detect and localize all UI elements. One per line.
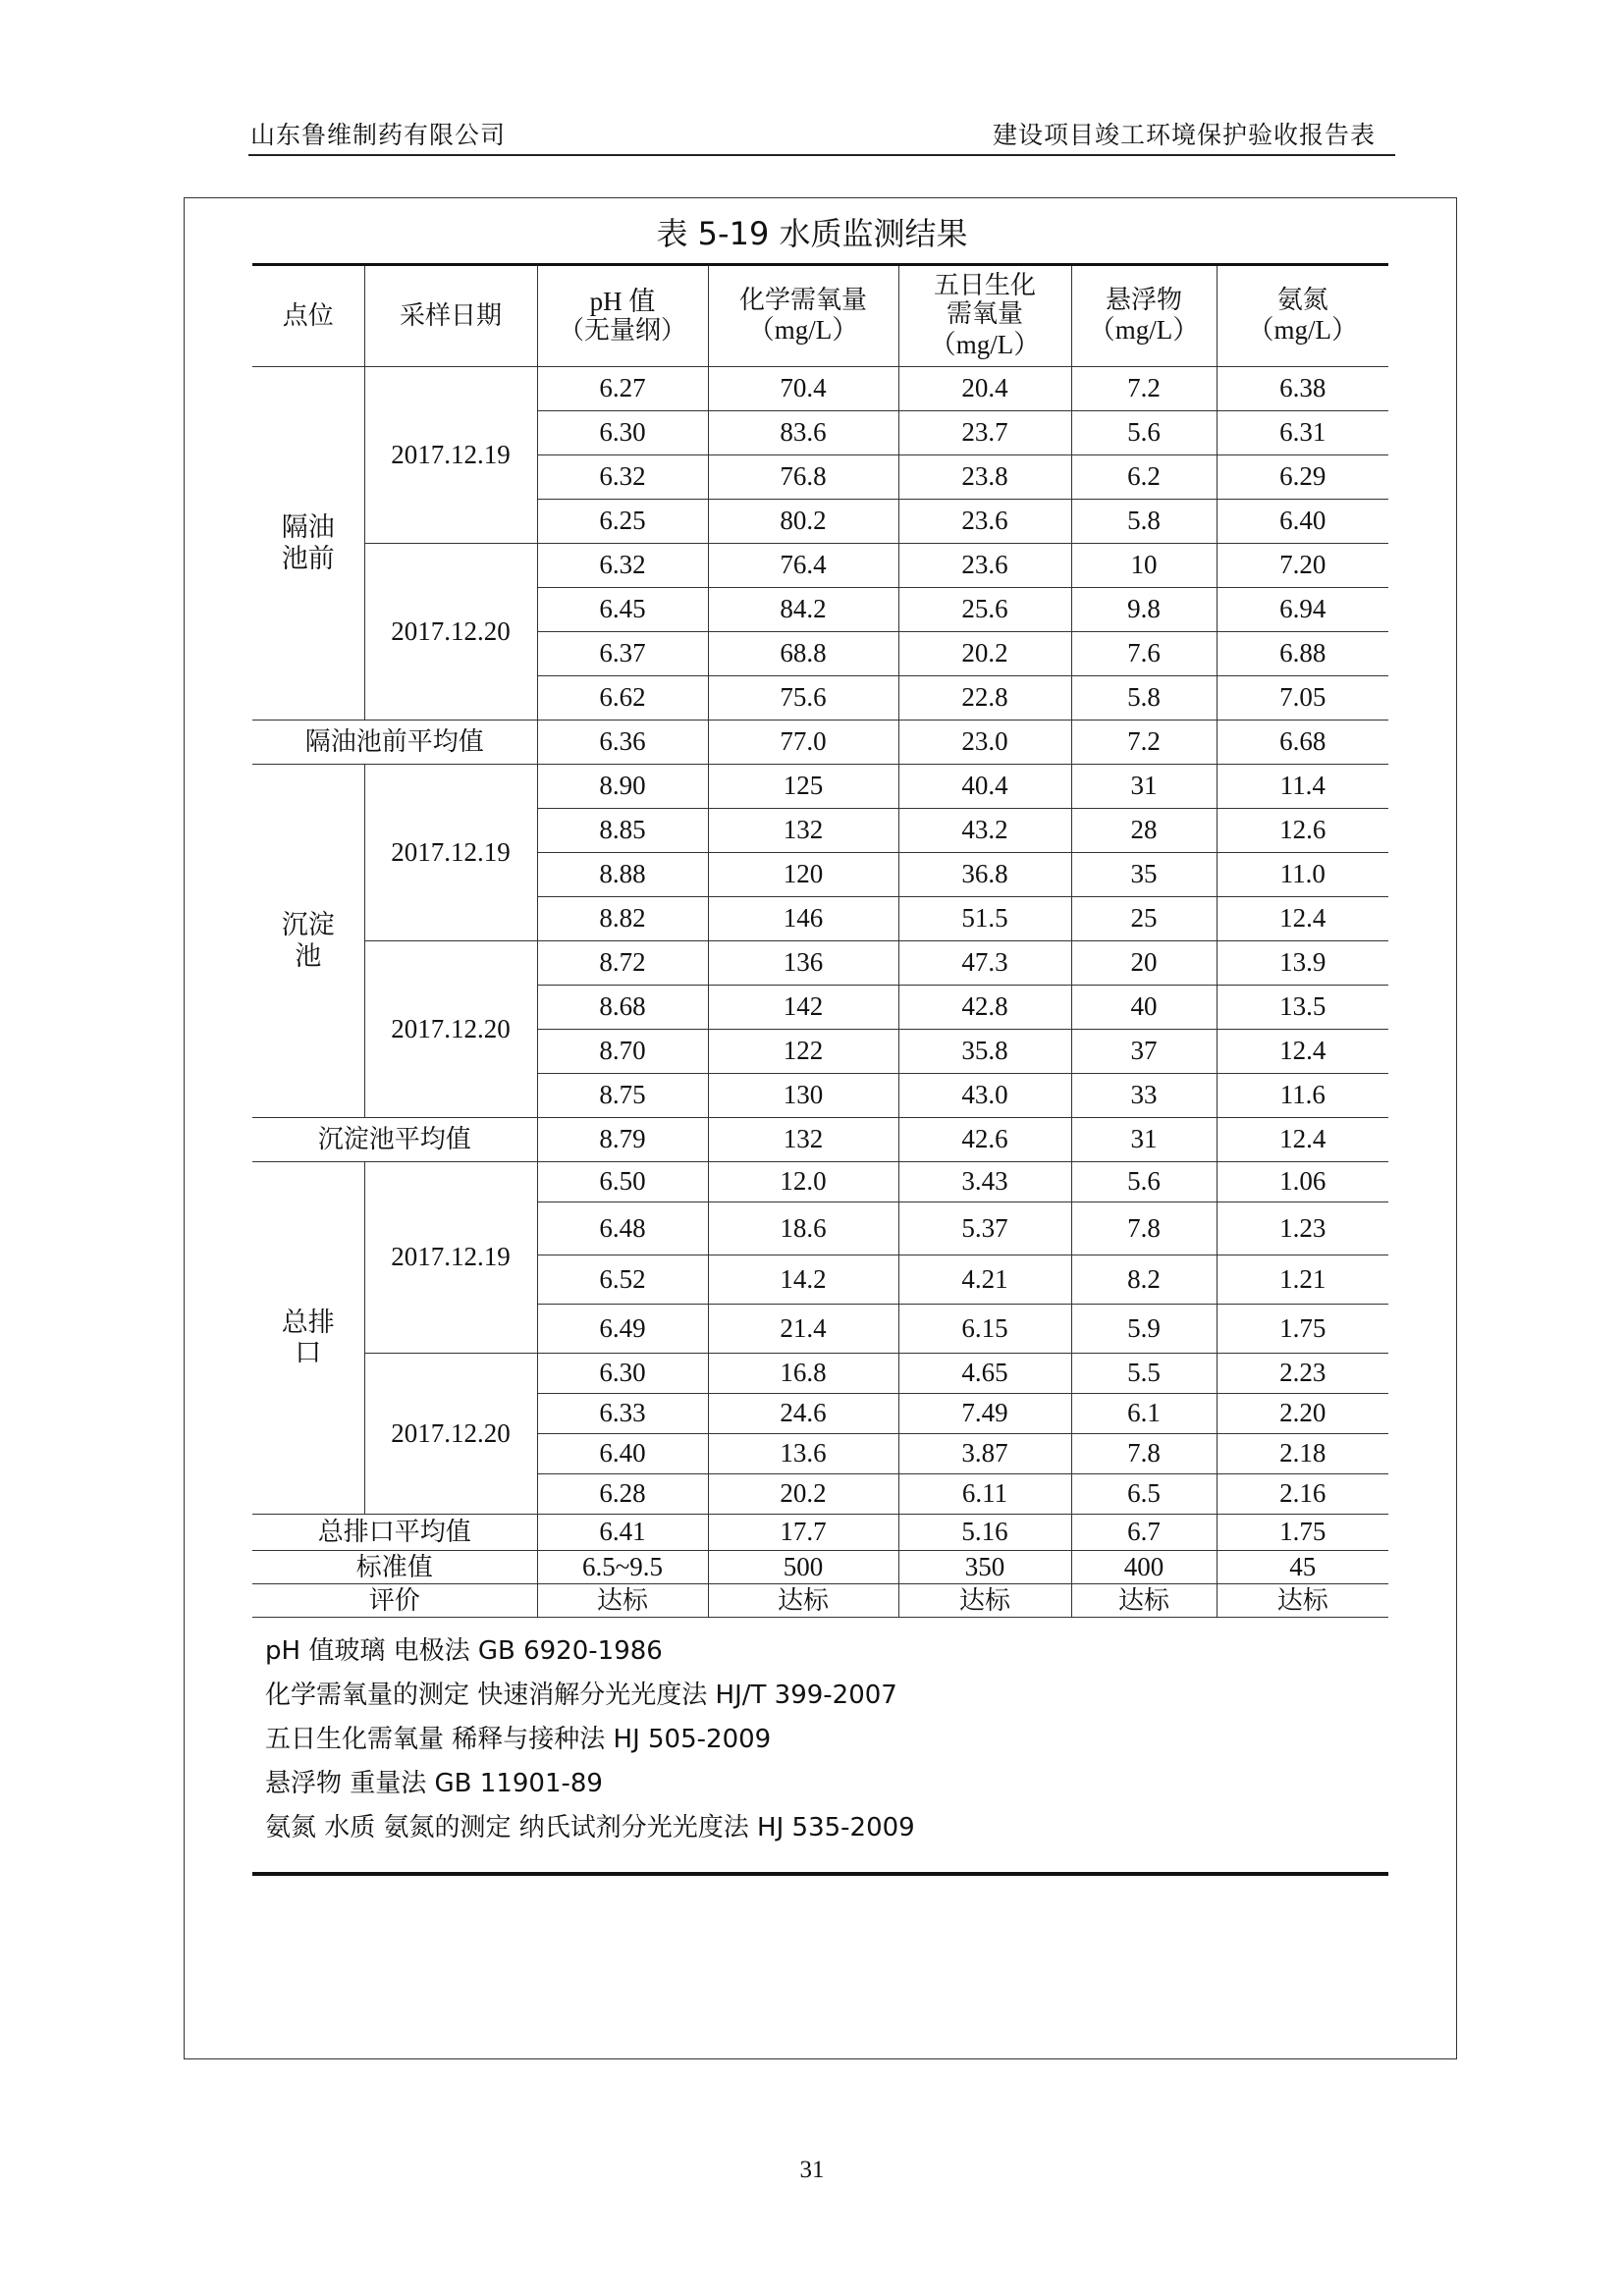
bod-cell: 5.37 [898, 1202, 1071, 1255]
cod-cell: 146 [708, 897, 898, 941]
ss-cell: 35 [1071, 853, 1217, 897]
cod-cell: 76.8 [708, 455, 898, 500]
ss-cell: 5.8 [1071, 500, 1217, 544]
average-label: 沉淀池平均值 [252, 1118, 537, 1162]
ss-cell: 31 [1071, 765, 1217, 809]
ph-cell: 8.68 [537, 986, 708, 1030]
col-header-ph: pH 值 （无量纲） [537, 265, 708, 367]
cod-cell: 136 [708, 941, 898, 986]
nh3-cell: 12.6 [1217, 809, 1388, 853]
nh3-cell: 12.4 [1217, 897, 1388, 941]
cod-cell: 20.2 [708, 1474, 898, 1515]
bod-cell: 350 [898, 1551, 1071, 1584]
bod-cell: 43.0 [898, 1074, 1071, 1118]
cod-cell: 77.0 [708, 721, 898, 765]
ss-cell: 25 [1071, 897, 1217, 941]
ph-cell: 6.49 [537, 1305, 708, 1354]
nh3-cell: 1.21 [1217, 1255, 1388, 1305]
ss-cell: 20 [1071, 941, 1217, 986]
cod-cell: 122 [708, 1030, 898, 1074]
nh3-cell: 13.9 [1217, 941, 1388, 986]
ph-cell: 6.28 [537, 1474, 708, 1515]
cod-cell: 125 [708, 765, 898, 809]
ss-cell: 7.8 [1071, 1202, 1217, 1255]
bod-cell: 23.6 [898, 500, 1071, 544]
nh3-cell: 1.23 [1217, 1202, 1388, 1255]
ph-cell: 6.50 [537, 1162, 708, 1202]
cod-cell: 120 [708, 853, 898, 897]
date-cell: 2017.12.19 [364, 765, 537, 941]
table-header-row [252, 265, 1388, 367]
ss-cell: 28 [1071, 809, 1217, 853]
ph-cell: 6.45 [537, 588, 708, 632]
date-cell: 2017.12.19 [364, 367, 537, 544]
date-cell: 2017.12.19 [364, 1162, 537, 1354]
col-header-ss: 悬浮物 （mg/L） [1071, 265, 1217, 367]
standard-row [252, 1551, 1388, 1584]
ph-cell: 8.72 [537, 941, 708, 986]
header-company: 山东鲁维制药有限公司 [250, 121, 507, 149]
ss-cell: 33 [1071, 1074, 1217, 1118]
cod-cell: 17.7 [708, 1515, 898, 1551]
bod-cell: 3.87 [898, 1434, 1071, 1474]
bod-cell: 42.8 [898, 986, 1071, 1030]
note-cod: 化学需氧量的测定 快速消解分光光度法 HJ/T 399-2007 [265, 1681, 897, 1710]
nh3-cell: 6.38 [1217, 367, 1388, 411]
cod-cell: 70.4 [708, 367, 898, 411]
cod-cell: 500 [708, 1551, 898, 1584]
bod-cell: 22.8 [898, 676, 1071, 721]
ss-cell: 10 [1071, 544, 1217, 588]
point-cell: 沉淀 池 [252, 765, 364, 1118]
nh3-cell: 11.4 [1217, 765, 1388, 809]
col-header-point: 点位 [252, 265, 364, 367]
ph-cell: 8.75 [537, 1074, 708, 1118]
bod-cell: 51.5 [898, 897, 1071, 941]
table-row [252, 544, 1388, 588]
bod-cell: 47.3 [898, 941, 1071, 986]
nh3-cell: 13.5 [1217, 986, 1388, 1030]
average-row [252, 1515, 1388, 1551]
average-label: 总排口平均值 [252, 1515, 537, 1551]
bod-cell: 4.21 [898, 1255, 1071, 1305]
cod-cell: 21.4 [708, 1305, 898, 1354]
col-header-date: 采样日期 [364, 265, 537, 367]
water-quality-table [252, 263, 1388, 1618]
bod-cell: 3.43 [898, 1162, 1071, 1202]
ss-cell: 37 [1071, 1030, 1217, 1074]
point-cell: 总排 口 [252, 1162, 364, 1515]
cod-cell: 13.6 [708, 1434, 898, 1474]
cod-cell: 80.2 [708, 500, 898, 544]
nh3-cell: 7.05 [1217, 676, 1388, 721]
header-doc-title: 建设项目竣工环境保护验收报告表 [992, 121, 1376, 149]
ph-cell: 6.52 [537, 1255, 708, 1305]
cod-cell: 132 [708, 809, 898, 853]
nh3-cell: 1.06 [1217, 1162, 1388, 1202]
nh3-cell: 6.29 [1217, 455, 1388, 500]
bod-cell: 23.6 [898, 544, 1071, 588]
date-cell: 2017.12.20 [364, 941, 537, 1118]
average-label: 隔油池前平均值 [252, 721, 537, 765]
ph-cell: 6.48 [537, 1202, 708, 1255]
cod-cell: 12.0 [708, 1162, 898, 1202]
table-caption: 表 5-19 水质监测结果 [656, 215, 968, 252]
cod-cell: 142 [708, 986, 898, 1030]
cod-cell: 132 [708, 1118, 898, 1162]
point-cell: 隔油 池前 [252, 367, 364, 721]
cod-cell: 76.4 [708, 544, 898, 588]
date-cell: 2017.12.20 [364, 544, 537, 721]
average-row [252, 721, 1388, 765]
ph-cell: 8.82 [537, 897, 708, 941]
nh3-cell: 12.4 [1217, 1030, 1388, 1074]
bod-cell: 6.11 [898, 1474, 1071, 1515]
nh3-cell: 6.68 [1217, 721, 1388, 765]
bod-cell: 4.65 [898, 1354, 1071, 1394]
ss-cell: 400 [1071, 1551, 1217, 1584]
ss-cell: 5.6 [1071, 411, 1217, 455]
ph-cell: 8.85 [537, 809, 708, 853]
ph-cell: 6.40 [537, 1434, 708, 1474]
ph-cell: 8.70 [537, 1030, 708, 1074]
note-ss: 悬浮物 重量法 GB 11901-89 [265, 1769, 603, 1798]
page-number: 31 [799, 2157, 825, 2183]
header-rule [248, 154, 1395, 156]
nh3-cell: 达标 [1217, 1584, 1388, 1618]
ss-cell: 7.2 [1071, 367, 1217, 411]
nh3-cell: 7.20 [1217, 544, 1388, 588]
ss-cell: 6.5 [1071, 1474, 1217, 1515]
bod-cell: 35.8 [898, 1030, 1071, 1074]
note-bod: 五日生化需氧量 稀释与接种法 HJ 505-2009 [265, 1725, 772, 1754]
nh3-cell: 2.18 [1217, 1434, 1388, 1474]
ph-cell: 6.41 [537, 1515, 708, 1551]
cod-cell: 18.6 [708, 1202, 898, 1255]
table-row [252, 765, 1388, 809]
ph-cell: 6.62 [537, 676, 708, 721]
ph-cell: 8.79 [537, 1118, 708, 1162]
ss-cell: 5.8 [1071, 676, 1217, 721]
ph-cell: 6.27 [537, 367, 708, 411]
bod-cell: 40.4 [898, 765, 1071, 809]
ph-cell: 6.37 [537, 632, 708, 676]
ss-cell: 7.8 [1071, 1434, 1217, 1474]
cod-cell: 14.2 [708, 1255, 898, 1305]
nh3-cell: 6.31 [1217, 411, 1388, 455]
nh3-cell: 2.23 [1217, 1354, 1388, 1394]
ph-cell: 达标 [537, 1584, 708, 1618]
cod-cell: 68.8 [708, 632, 898, 676]
ss-cell: 40 [1071, 986, 1217, 1030]
col-header-nh3: 氨氮 （mg/L） [1217, 265, 1388, 367]
note-ph: pH 值玻璃 电极法 GB 6920-1986 [265, 1636, 663, 1666]
average-row [252, 1118, 1388, 1162]
bod-cell: 43.2 [898, 809, 1071, 853]
cod-cell: 84.2 [708, 588, 898, 632]
ph-cell: 6.33 [537, 1394, 708, 1434]
table-row [252, 367, 1388, 411]
col-header-bod: 五日生化 需氧量 （mg/L） [898, 265, 1071, 367]
nh3-cell: 2.16 [1217, 1474, 1388, 1515]
evaluation-row [252, 1584, 1388, 1618]
ph-cell: 6.5~9.5 [537, 1551, 708, 1584]
ss-cell: 31 [1071, 1118, 1217, 1162]
ss-cell: 6.2 [1071, 455, 1217, 500]
ph-cell: 6.25 [537, 500, 708, 544]
ss-cell: 5.9 [1071, 1305, 1217, 1354]
cod-cell: 83.6 [708, 411, 898, 455]
bod-cell: 7.49 [898, 1394, 1071, 1434]
ph-cell: 8.88 [537, 853, 708, 897]
bod-cell: 25.6 [898, 588, 1071, 632]
bottom-rule [252, 1872, 1388, 1876]
bod-cell: 达标 [898, 1584, 1071, 1618]
cod-cell: 130 [708, 1074, 898, 1118]
bod-cell: 20.2 [898, 632, 1071, 676]
ph-cell: 8.90 [537, 765, 708, 809]
ss-cell: 8.2 [1071, 1255, 1217, 1305]
date-cell: 2017.12.20 [364, 1354, 537, 1515]
ph-cell: 6.30 [537, 411, 708, 455]
ss-cell: 达标 [1071, 1584, 1217, 1618]
bod-cell: 20.4 [898, 367, 1071, 411]
ph-cell: 6.30 [537, 1354, 708, 1394]
nh3-cell: 6.88 [1217, 632, 1388, 676]
bod-cell: 6.15 [898, 1305, 1071, 1354]
ss-cell: 5.6 [1071, 1162, 1217, 1202]
ss-cell: 6.7 [1071, 1515, 1217, 1551]
ss-cell: 7.2 [1071, 721, 1217, 765]
nh3-cell: 1.75 [1217, 1515, 1388, 1551]
col-header-cod: 化学需氧量 （mg/L） [708, 265, 898, 367]
ph-cell: 6.32 [537, 544, 708, 588]
nh3-cell: 6.94 [1217, 588, 1388, 632]
nh3-cell: 6.40 [1217, 500, 1388, 544]
ss-cell: 5.5 [1071, 1354, 1217, 1394]
bod-cell: 23.7 [898, 411, 1071, 455]
standard-label: 标准值 [252, 1551, 537, 1584]
nh3-cell: 11.0 [1217, 853, 1388, 897]
bod-cell: 36.8 [898, 853, 1071, 897]
nh3-cell: 11.6 [1217, 1074, 1388, 1118]
table-row [252, 941, 1388, 986]
note-nh3: 氨氮 水质 氨氮的测定 纳氏试剂分光光度法 HJ 535-2009 [265, 1813, 915, 1842]
ph-cell: 6.36 [537, 721, 708, 765]
bod-cell: 23.8 [898, 455, 1071, 500]
evaluation-label: 评价 [252, 1584, 537, 1618]
ss-cell: 7.6 [1071, 632, 1217, 676]
nh3-cell: 1.75 [1217, 1305, 1388, 1354]
cod-cell: 达标 [708, 1584, 898, 1618]
bod-cell: 23.0 [898, 721, 1071, 765]
table-row [252, 1162, 1388, 1202]
cod-cell: 24.6 [708, 1394, 898, 1434]
bod-cell: 5.16 [898, 1515, 1071, 1551]
cod-cell: 75.6 [708, 676, 898, 721]
nh3-cell: 12.4 [1217, 1118, 1388, 1162]
method-notes [265, 1629, 915, 1850]
table-row [252, 1354, 1388, 1394]
ss-cell: 6.1 [1071, 1394, 1217, 1434]
nh3-cell: 45 [1217, 1551, 1388, 1584]
ss-cell: 9.8 [1071, 588, 1217, 632]
cod-cell: 16.8 [708, 1354, 898, 1394]
nh3-cell: 2.20 [1217, 1394, 1388, 1434]
bod-cell: 42.6 [898, 1118, 1071, 1162]
ph-cell: 6.32 [537, 455, 708, 500]
